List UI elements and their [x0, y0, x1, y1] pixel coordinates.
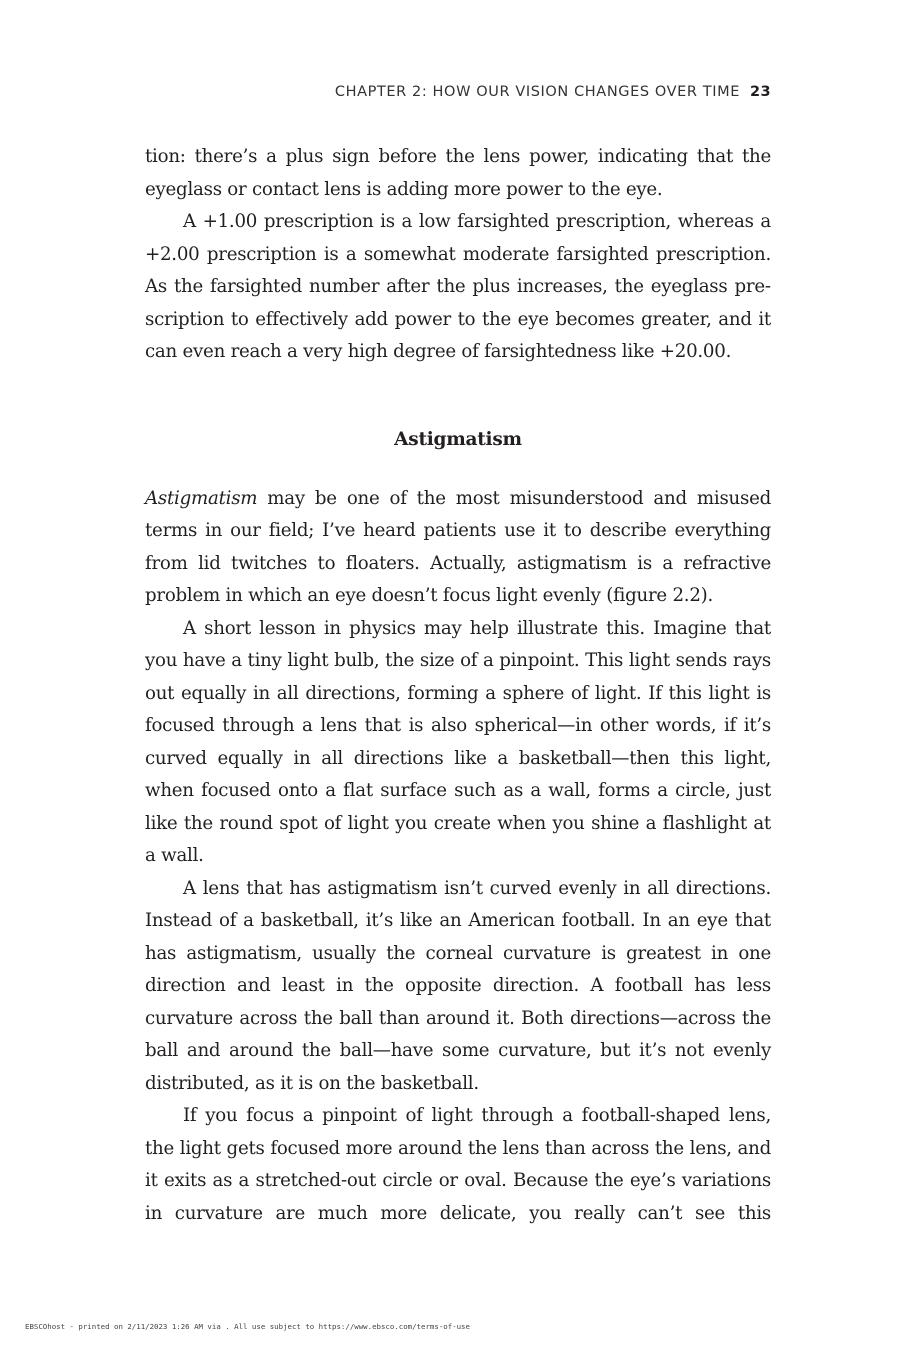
chapter-title: CHAPTER 2: HOW OUR VISION CHANGES OVER TIME	[334, 84, 741, 100]
paragraph-5: A lens that has astigmatism isn’t curved evenly in all directions. Instead of a basketball, it’s like an American football. In an eye that has astigmatism, usually the corneal curvature is greatest in one direction and least in the opposite direction. A football has less curvature across the ball than around it. Both directions—across the ball and around the ball—have some curvature, but it’s not evenly distributed, as it is on the basketball.	[145, 877, 771, 1094]
section-heading: Astigmatism	[394, 428, 522, 450]
paragraph-6: If you focus a pinpoint of light through a football-shaped lens, the light gets focused more around the lens than across the lens, and it exits as a stretched-out circle or oval. Because the eye’s variations in curvature are much more delicate, you really can’t see this	[145, 1105, 771, 1224]
paragraph-3-text: may be one of the most misunderstood and misused terms in our field; I’ve heard patients use it to describe everything from lid twitches to floaters. Actually, astigmatism is a refractive problem in which an eye doesn’t focus light evenly (figure 2.2).	[145, 487, 771, 606]
body-text	[145, 141, 771, 1230]
paragraph-4: A short lesson in physics may help illustrate this. Imagine that you have a tiny light bulb, the size of a pinpoint. This light sends rays out equally in all directions, forming a sphere of light. If this light is focused through a lens that is also spherical—in other words, if it’s curved equally in all directions like a basketball—then this light, when focused onto a flat surface such as a wall, forms a circle, just like the round spot of light you create when you shine a flashlight at a wall.	[145, 617, 771, 866]
paragraph-3	[145, 483, 771, 613]
paragraph-1: tion: there’s a plus sign before the lens power, indicating that the eyeglass or contact lens is adding more power to the eye.	[145, 146, 771, 200]
running-head	[335, 84, 771, 100]
paragraph-2: A +1.00 prescription is a low farsighted prescription, whereas a +2.00 prescription is a somewhat moderate farsighted prescription. As the farsighted number after the plus increases, the eyeglass prescription to effectively add power to the eye becomes greater, and it can even reach a very high degree of farsightedness like +20.00.	[145, 211, 771, 362]
italic-term: Astigmatism	[145, 487, 258, 509]
footer-notice: EBSCOhost - printed on 2/11/2023 1:26 AM via . All use subject to https://www.ebsco.com/terms-of-use	[25, 1322, 470, 1331]
page-number: 23	[750, 84, 771, 100]
